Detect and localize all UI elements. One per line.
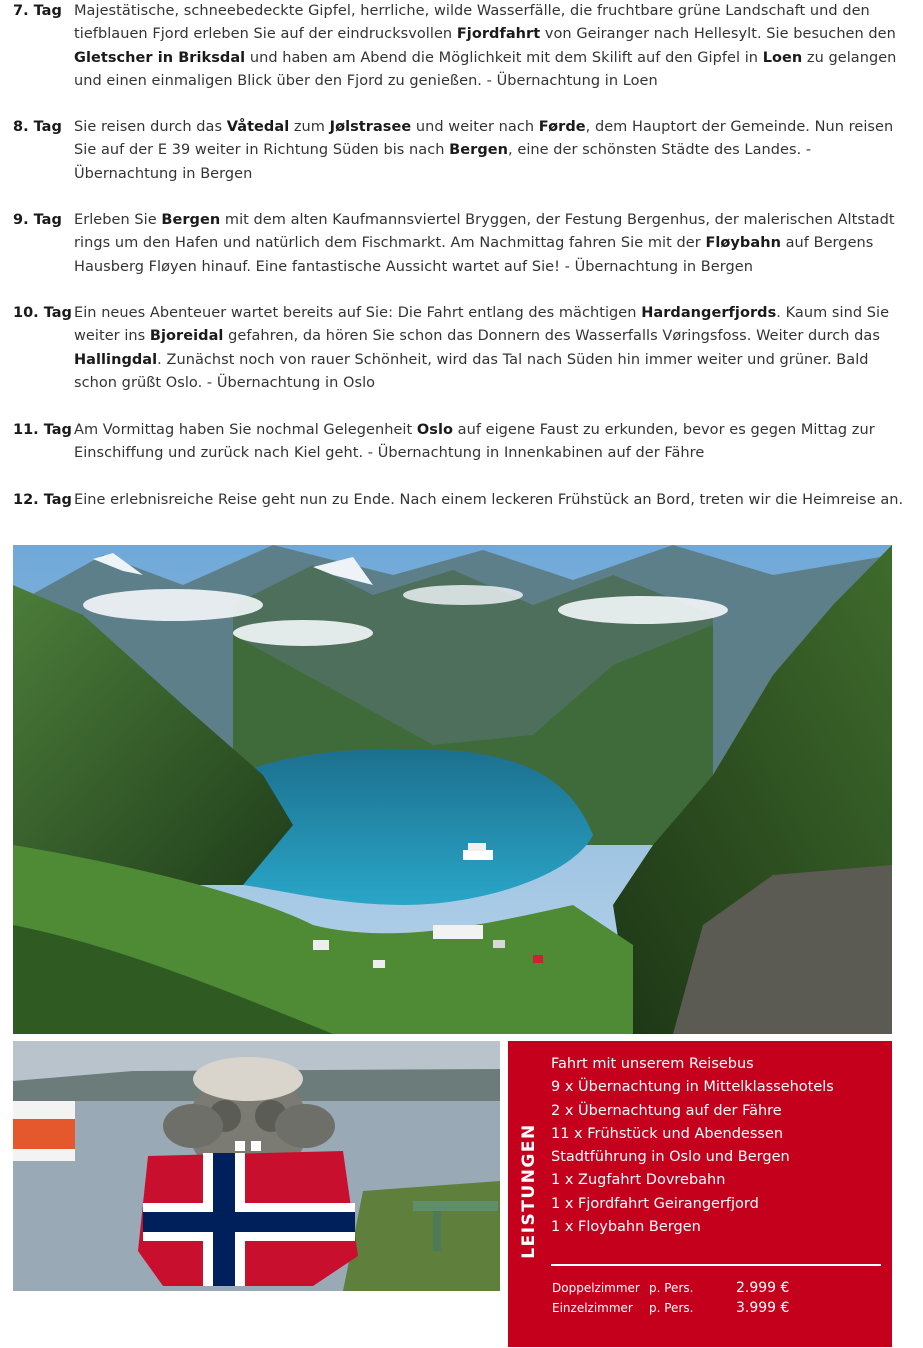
day-label: 10. Tag (13, 305, 72, 321)
list-item: 2 x Übernachtung auf der Fähre (551, 1102, 782, 1119)
highlight-text: Våtedal (226, 119, 290, 135)
list-item: 1 x Fjordfahrt Geirangerfjord (551, 1195, 759, 1212)
day-label: 7. Tag (13, 3, 62, 19)
divider (551, 1264, 881, 1266)
highlight-text: Oslo (416, 422, 453, 438)
troll-with-flag-photo (13, 1041, 500, 1291)
price-amount: 3.999 € (736, 1300, 790, 1316)
highlight-text: Bergen (449, 142, 509, 159)
troll-illustration (13, 1041, 500, 1291)
day-label: 12. Tag (13, 492, 72, 508)
services-box (508, 1041, 892, 1347)
services-heading: LEISTUNGEN (519, 1123, 539, 1259)
highlight-text: Loen (762, 49, 803, 66)
highlight-text: Fløybahn (705, 235, 781, 252)
highlight-text: Bjoreidal (149, 328, 224, 345)
room-type: Einzelzimmer (552, 1301, 633, 1315)
list-item: 9 x Übernachtung in Mittelklassehotels (551, 1079, 834, 1096)
list-item: Stadtführung in Oslo und Bergen (551, 1149, 790, 1166)
price-amount: 2.999 € (736, 1280, 790, 1296)
list-item: 11 x Frühstück und Abendessen (551, 1125, 784, 1142)
highlight-text: Hallingdal (74, 351, 158, 368)
highlight-text: Jølstrasee (329, 119, 412, 135)
price-unit: p. Pers. (649, 1281, 694, 1295)
highlight-text: Bergen (161, 212, 221, 228)
day-description: Am Vormittag haben Sie nochmal Gelegenheit Oslo auf eigene Faust zu erkunden, bevor es gegen Mittag zur Einschiffung und zurück nach Kiel geht. - Übernachtung in Innenkabinen auf der Fähre (74, 422, 875, 462)
services-list (551, 1053, 834, 1239)
list-item: Fahrt mit unserem Reisebus (551, 1056, 754, 1072)
day-description: Ein neues Abenteuer wartet bereits auf Sie: Die Fahrt entlang des mächtigen Hardangerfjords. Kaum sind Sie weiter ins Bjoreidal gefahren, da hören Sie schon das Donnern des Wasserfalls Vøringsfoss. Weiter durch das Hallingdal. Zunächst noch von rauer Schönheit, wird das Tal nach Süden hin immer weiter und grüner. Bald schon grüßt Oslo. - Übernachtung in Oslo (74, 305, 890, 391)
highlight-text: Hardangerfjords (641, 305, 777, 321)
list-item: 1 x Zugfahrt Dovrebahn (551, 1172, 726, 1189)
day-label: 11. Tag (13, 422, 72, 438)
day-description: Eine erlebnisreiche Reise geht nun zu Ende. Nach einem leckeren Frühstück an Bord, treten wir die Heimreise an. (74, 492, 904, 508)
day-description: Sie reisen durch das Våtedal zum Jølstrasee und weiter nach Førde, dem Hauptort der Gemeinde. Nun reisen Sie auf der E 39 weiter in Richtung Süden bis nach Bergen, eine der schönsten Städte des Landes. - Übernachtung in Bergen (74, 119, 894, 182)
highlight-text: Førde (538, 119, 586, 135)
highlight-text: Fjordfahrt (456, 26, 541, 43)
fjord-landscape-illustration (13, 545, 892, 1034)
highlight-text: Gletscher in Briksdal (74, 49, 246, 66)
fjord-landscape-photo (13, 545, 892, 1034)
list-item: 1 x Floybahn Bergen (551, 1219, 701, 1236)
day-description: Erleben Sie Bergen mit dem alten Kaufmannsviertel Bryggen, der Festung Bergenhus, der malerischen Altstadt rings um den Hafen und natürlich dem Fischmarkt. Am Nachmittag fahren Sie mit der Fløybahn auf Bergens Hausberg Fløyen hinauf. Eine fantastische Aussicht wartet auf Sie! - Übernachtung in Bergen (74, 212, 895, 275)
day-description: Majestätische, schneebedeckte Gipfel, herrliche, wilde Wasserfälle, die fruchtbare grüne Landschaft und den tiefblauen Fjord erleben Sie auf der eindrucksvollen Fjordfahrt von Geiranger nach Hellesylt. Sie besuchen den Gletscher in Briksdal und haben am Abend die Möglichkeit mit dem Skilift auf den Gipfel in Loen zu gelangen und einen einmaligen Blick über den Fjord zu genießen. - Übernachtung in Loen (74, 3, 897, 89)
room-type: Doppelzimmer (552, 1281, 640, 1295)
day-label: 9. Tag (13, 212, 62, 228)
day-label: 8. Tag (13, 119, 62, 135)
price-unit: p. Pers. (649, 1301, 694, 1315)
